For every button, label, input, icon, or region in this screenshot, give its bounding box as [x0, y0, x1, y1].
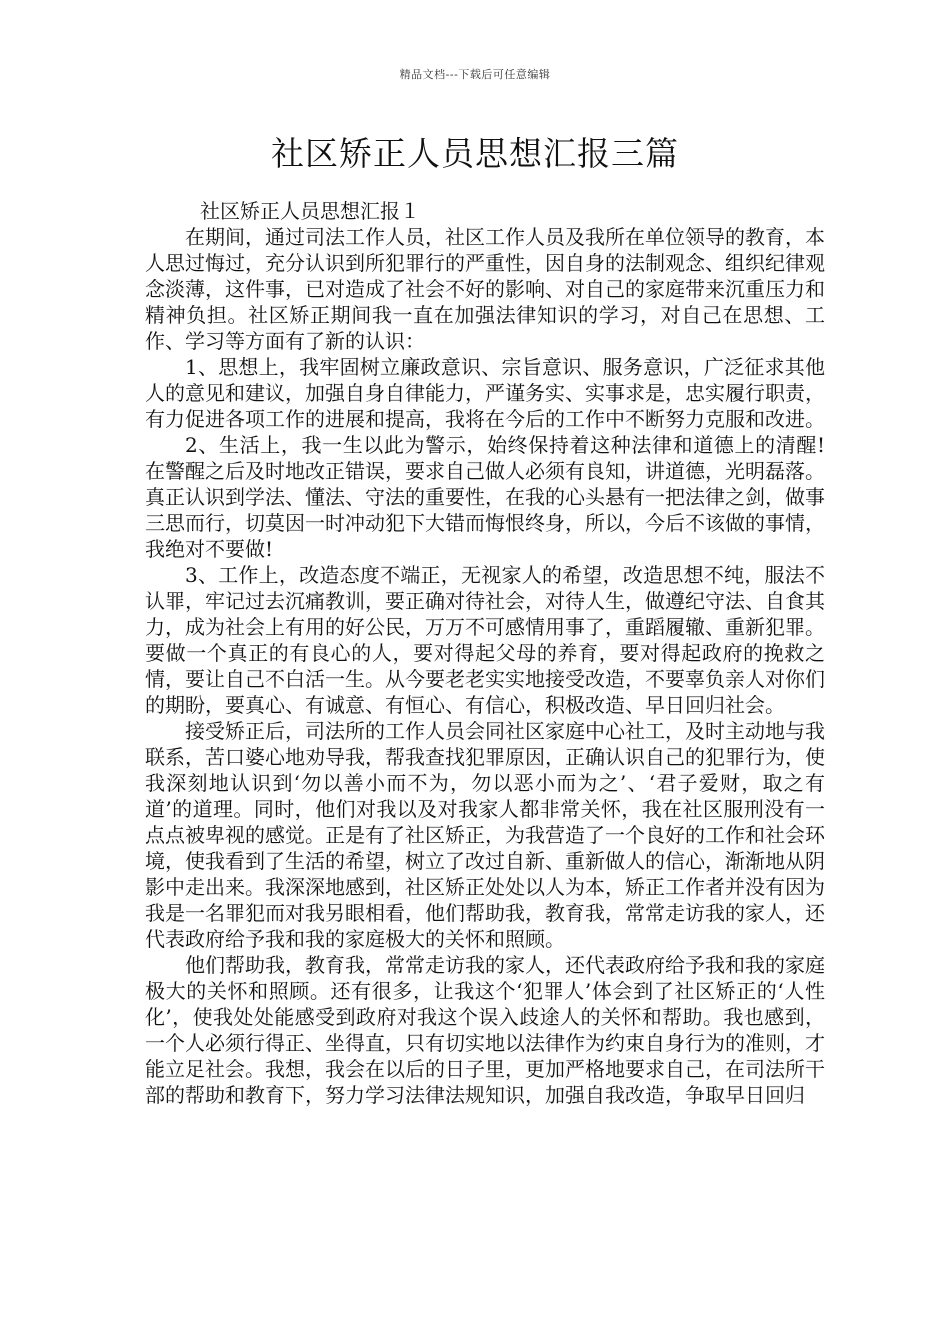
document-title: 社区矫正人员思想汇报三篇 [271, 134, 679, 173]
paragraph-intro: 在期间，通过司法工作人员，社区工作人员及我所在单位领导的教育，本人思过悔过，充分认识到所犯罪行的严重性，因自身的法制观念、组织纪律观念淡薄，这件事，已对造成了社会不好的影响、对自己的家庭带来沉重压力和精神负担。社区矫正期间我一直在加强法律知识的学习，对自己在思想、工作、学习等方面有了新的认识： [145, 225, 825, 353]
header-note: 精品文档---下载后可任意编辑 [399, 68, 551, 81]
paragraph-point-2: 2、生活上，我一生以此为警示，始终保持着这种法律和道德上的清醒!在警醒之后及时地改正错误，要求自己做人必须有良知，讲道德，光明磊落。真正认识到学法、懂法、守法的重要性，在我的心头悬有一把法律之剑，做事三思而行，切莫因一时冲动犯下大错而悔恨终身，所以，今后不该做的事情，我绝对不要做! [145, 433, 825, 561]
paragraph-help: 他们帮助我，教育我，常常走访我的家人，还代表政府给予我和我的家庭极大的关怀和照顾。还有很多，让我这个‘犯罪人’体会到了社区矫正的‘人性化’，使我处处能感受到政府对我这个误入歧途人的关怀和帮助。我也感到，一个人必须行得正、坐得直，只有切实地以法律作为约束自身行为的准则，才能立足社会。我想，我会在以后的日子里，更加严格地要求自己，在司法所干部的帮助和教育下，努力学习法律法规知识，加强自我改造，争取早日回归 [145, 953, 825, 1107]
paragraph-point-1: 1、思想上，我牢固树立廉政意识、宗旨意识、服务意识，广泛征求其他人的意见和建议，加强自身自律能力，严谨务实、实事求是，忠实履行职责，有力促进各项工作的进展和提高，我将在今后的工作中不断努力克服和改进。 [145, 355, 825, 431]
paragraph-correction: 接受矫正后，司法所的工作人员会同社区家庭中心社工，及时主动地与我联系，苦口婆心地劝导我，帮我查找犯罪原因，正确认识自己的犯罪行为，使我深刻地认识到‘勿以善小而不为，勿以恶小而为之’、‘君子爱财，取之有道’的道理。同时，他们对我以及对我家人都非常关怀，我在社区服刑没有一点点被卑视的感觉。正是有了社区矫正，为我营造了一个良好的工作和社会环境，使我看到了生活的希望，树立了改过自新、重新做人的信心，渐渐地从阴影中走出来。我深深地感到，社区矫正处处以人为本，矫正工作者并没有因为我是一名罪犯而对我另眼相看，他们帮助我，教育我，常常走访我的家人，还代表政府给予我和我的家庭极大的关怀和照顾。 [145, 719, 825, 951]
section-subheading: 社区矫正人员思想汇报１ [200, 199, 420, 223]
document-body [145, 198, 825, 1108]
paragraph-point-3: 3、工作上，改造态度不端正，无视家人的希望，改造思想不纯，服法不认罪，牢记过去沉痛教训，要正确对待社会，对待人生，做遵纪守法、自食其力，成为社会上有用的好公民，万万不可感情用事了，重蹈履辙、重新犯罪。要做一个真正的有良心的人，要对得起父母的养育，要对得起政府的挽救之情，要让自己不白活一生。从今要老老实实地接受改造，不要辜负亲人对你们的期盼，要真心、有诚意、有恒心、有信心，积极改造、早日回归社会。 [145, 563, 825, 717]
